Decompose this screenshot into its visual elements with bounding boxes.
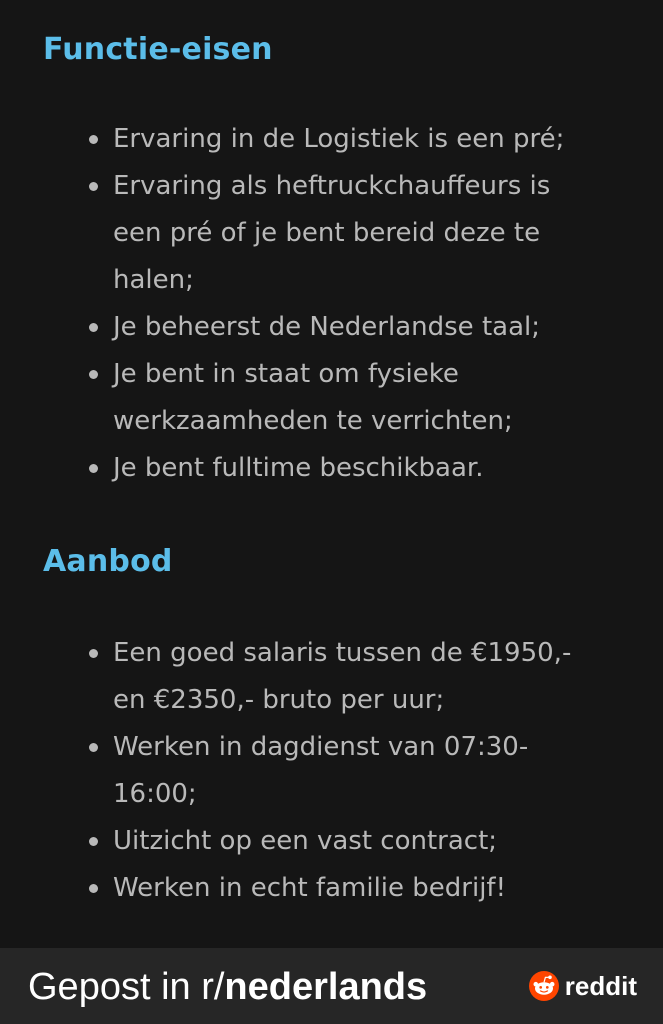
reddit-wordmark: reddit	[564, 971, 637, 1001]
list-item	[0, 630, 600, 724]
section-heading-functie-eisen: Functie-eisen	[43, 32, 273, 67]
list-item-text: Je beheerst de Nederlandse taal;	[113, 312, 540, 342]
list-item-text: Een goed salaris tussen de €1950,- en €2350,- bruto per uur;	[113, 638, 572, 715]
list-item	[0, 304, 600, 351]
posted-in-label	[28, 965, 427, 1009]
reddit-logo	[529, 970, 637, 1002]
bullet-icon	[89, 884, 98, 893]
bullet-icon	[89, 323, 98, 332]
offer-list	[0, 630, 600, 912]
list-item-text: Werken in dagdienst van 07:30-16:00;	[113, 732, 529, 809]
posted-in-prefix: Gepost in r/	[28, 966, 225, 1008]
list-item-text: Uitzicht op een vast contract;	[113, 826, 498, 856]
bullet-icon	[89, 837, 98, 846]
bullet-icon	[89, 743, 98, 752]
list-item	[0, 865, 600, 912]
list-item-text: Ervaring als heftruckchauffeurs is een pré of je bent bereid deze te halen;	[113, 171, 551, 295]
list-item-text: Werken in echt familie bedrijf!	[113, 873, 506, 903]
list-item	[0, 116, 600, 163]
reddit-share-footer	[0, 948, 663, 1024]
bullet-icon	[89, 649, 98, 658]
bullet-icon	[89, 464, 98, 473]
section-heading-aanbod: Aanbod	[43, 544, 173, 579]
list-item	[0, 818, 600, 865]
list-item	[0, 351, 600, 445]
bullet-icon	[89, 370, 98, 379]
subreddit-name[interactable]: nederlands	[224, 966, 428, 1008]
reddit-snoo-icon	[529, 971, 559, 1001]
list-item-text: Ervaring in de Logistiek is een pré;	[113, 124, 565, 154]
list-item	[0, 445, 600, 492]
list-item-text: Je bent in staat om fysieke werkzaamheden te verrichten;	[113, 359, 513, 436]
bullet-icon	[89, 182, 98, 191]
list-item-text: Je bent fulltime beschikbaar.	[113, 453, 484, 483]
requirements-list	[0, 116, 600, 492]
list-item	[0, 724, 600, 818]
list-item	[0, 163, 600, 304]
bullet-icon	[89, 135, 98, 144]
